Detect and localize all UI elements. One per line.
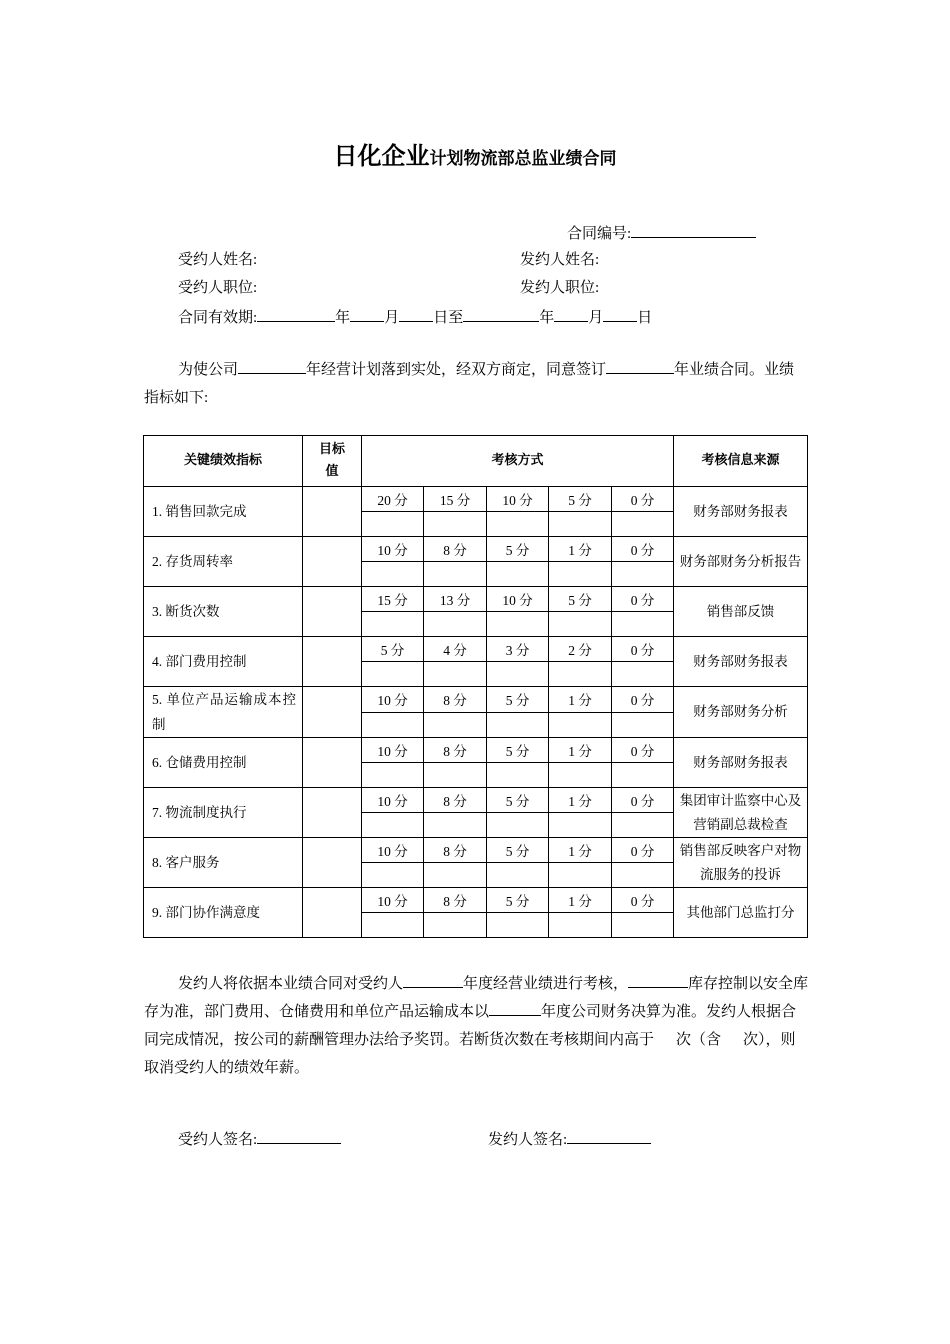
kpi-source-cell: 销售部反馈 <box>674 587 808 637</box>
kpi-name-cell: 4. 部门费用控制 <box>144 637 303 687</box>
score-level-cell: 1 分 <box>549 838 612 863</box>
score-level-cell: 20 分 <box>362 487 424 512</box>
kpi-row <box>144 487 808 512</box>
score-result-cell[interactable] <box>549 612 612 637</box>
kpi-target-cell[interactable] <box>303 537 362 587</box>
kpi-name-cell: 9. 部门协作满意度 <box>144 888 303 938</box>
score-level-cell: 1 分 <box>549 687 612 713</box>
score-level-cell: 3 分 <box>487 637 549 662</box>
plan-year-field[interactable] <box>238 358 306 374</box>
score-level-cell: 10 分 <box>362 838 424 863</box>
validity-line <box>178 306 652 328</box>
kpi-source-cell: 销售部反映客户对物流服务的投诉 <box>674 838 808 888</box>
score-result-cell[interactable] <box>549 913 612 938</box>
kpi-row <box>144 587 808 612</box>
score-level-cell: 0 分 <box>612 637 674 662</box>
kpi-target-cell[interactable] <box>303 587 362 637</box>
score-result-cell[interactable] <box>487 813 549 838</box>
contract-year-field[interactable] <box>606 358 674 374</box>
receiver-name-label: 受约人姓名: <box>178 252 258 268</box>
score-level-cell: 1 分 <box>549 788 612 813</box>
score-level-cell: 10 分 <box>487 487 549 512</box>
issuer-signature-field[interactable] <box>567 1128 651 1144</box>
score-level-cell: 0 分 <box>612 738 674 763</box>
header-target: 目标值 <box>303 436 362 487</box>
contract-number-line <box>567 222 756 244</box>
contract-number-label: 合同编号: <box>567 226 632 242</box>
kpi-target-cell[interactable] <box>303 687 362 738</box>
score-level-cell: 15 分 <box>424 487 487 512</box>
score-level-cell: 1 分 <box>549 537 612 562</box>
score-level-cell: 5 分 <box>487 537 549 562</box>
kpi-source-cell: 财务部财务报表 <box>674 487 808 537</box>
score-result-cell[interactable] <box>612 662 674 687</box>
kpi-name-cell: 8. 客户服务 <box>144 838 303 888</box>
closing-s6: 次），则取消受约人的绩效年薪。 <box>144 1032 796 1076</box>
kpi-row <box>144 738 808 763</box>
start-year-field[interactable] <box>257 306 335 322</box>
issuer-signature-line <box>488 1128 651 1150</box>
score-level-cell: 5 分 <box>487 888 549 913</box>
score-level-cell: 0 分 <box>612 687 674 713</box>
kpi-name-cell: 3. 断货次数 <box>144 587 303 637</box>
score-level-cell: 1 分 <box>549 888 612 913</box>
score-result-cell[interactable] <box>362 863 424 888</box>
score-result-cell[interactable] <box>549 712 612 738</box>
title-main: 日化企业 <box>333 142 430 170</box>
kpi-target-cell[interactable] <box>303 637 362 687</box>
score-result-cell[interactable] <box>362 813 424 838</box>
receiver-signature-line <box>178 1128 341 1150</box>
score-level-cell: 5 分 <box>549 587 612 612</box>
score-result-cell[interactable] <box>612 562 674 587</box>
score-result-cell[interactable] <box>362 562 424 587</box>
year-text: 年 <box>539 310 555 326</box>
closing-s2: 年度经营业绩进行考核， <box>463 976 629 992</box>
day-to-text: 日至 <box>433 310 464 326</box>
header-kpi: 关键绩效指标 <box>144 436 303 487</box>
kpi-row <box>144 838 808 863</box>
score-level-cell: 10 分 <box>487 587 549 612</box>
start-day-field[interactable] <box>399 306 433 322</box>
score-result-cell[interactable] <box>612 863 674 888</box>
score-result-cell[interactable] <box>424 863 487 888</box>
score-level-cell: 5 分 <box>549 487 612 512</box>
kpi-target-cell[interactable] <box>303 788 362 838</box>
score-result-cell[interactable] <box>424 512 487 537</box>
score-result-cell[interactable] <box>487 562 549 587</box>
kpi-target-cell[interactable] <box>303 888 362 938</box>
score-level-cell: 5 分 <box>487 838 549 863</box>
kpi-name-cell: 1. 销售回款完成 <box>144 487 303 537</box>
score-result-cell[interactable] <box>424 562 487 587</box>
intro-part3: 年业绩合同。业绩指标如下: <box>144 362 795 406</box>
score-result-cell[interactable] <box>424 612 487 637</box>
score-level-cell: 10 分 <box>362 788 424 813</box>
score-level-cell: 10 分 <box>362 738 424 763</box>
kpi-source-cell: 财务部财务分析 <box>674 687 808 738</box>
score-level-cell: 10 分 <box>362 888 424 913</box>
kpi-row <box>144 788 808 813</box>
score-level-cell: 2 分 <box>549 637 612 662</box>
kpi-source-cell: 财务部财务报表 <box>674 637 808 687</box>
end-day-field[interactable] <box>603 306 637 322</box>
receiver-signature-label: 受约人签名: <box>178 1132 258 1148</box>
score-level-cell: 8 分 <box>424 888 487 913</box>
score-level-cell: 5 分 <box>362 637 424 662</box>
score-result-cell[interactable] <box>549 662 612 687</box>
end-month-field[interactable] <box>554 306 588 322</box>
closing-s1: 发约人将依据本业绩合同对受约人 <box>178 976 404 992</box>
score-result-cell[interactable] <box>549 562 612 587</box>
score-result-cell[interactable] <box>362 662 424 687</box>
month-text: 月 <box>588 310 604 326</box>
score-result-cell[interactable] <box>487 712 549 738</box>
score-level-cell: 5 分 <box>487 687 549 713</box>
score-result-cell[interactable] <box>362 512 424 537</box>
score-result-cell[interactable] <box>549 813 612 838</box>
year-text: 年 <box>335 310 351 326</box>
closing-s4: 年度公司财务决算为准。发约人根据合同完成情况，按公司的薪酬管理办法给予奖罚。若断货次数在考核期间内高于 <box>144 1004 797 1048</box>
score-result-cell[interactable] <box>487 512 549 537</box>
kpi-row <box>144 687 808 713</box>
document-title <box>0 136 950 171</box>
score-result-cell[interactable] <box>549 763 612 788</box>
score-result-cell[interactable] <box>424 913 487 938</box>
header-source: 考核信息来源 <box>674 436 808 487</box>
score-result-cell[interactable] <box>487 662 549 687</box>
score-level-cell: 0 分 <box>612 537 674 562</box>
score-result-cell[interactable] <box>424 763 487 788</box>
score-result-cell[interactable] <box>424 712 487 738</box>
score-result-cell[interactable] <box>612 712 674 738</box>
score-result-cell[interactable] <box>487 612 549 637</box>
score-result-cell[interactable] <box>612 913 674 938</box>
score-result-cell[interactable] <box>362 712 424 738</box>
kpi-row <box>144 637 808 662</box>
score-result-cell[interactable] <box>487 913 549 938</box>
intro-paragraph <box>144 356 809 412</box>
kpi-name-cell: 5. 单位产品运输成本控制 <box>144 687 303 738</box>
closing-s3: 库存控制以安全库存为准，部门费用、仓储费用和单位产品运输成本以 <box>144 976 809 1020</box>
intro-part2: 年经营计划落到实处，经双方商定，同意签订 <box>306 362 607 378</box>
score-result-cell[interactable] <box>362 763 424 788</box>
score-result-cell[interactable] <box>424 662 487 687</box>
receiver-position-label: 受约人职位: <box>178 280 258 296</box>
score-level-cell: 5 分 <box>487 738 549 763</box>
closing-s5: 次（含 <box>676 1032 722 1048</box>
kpi-name-cell: 6. 仓储费用控制 <box>144 738 303 788</box>
end-year-field[interactable] <box>463 306 539 322</box>
score-level-cell: 8 分 <box>424 738 487 763</box>
kpi-target-cell[interactable] <box>303 487 362 537</box>
kpi-source-cell: 其他部门总监打分 <box>674 888 808 938</box>
day-text: 日 <box>637 310 653 326</box>
score-result-cell[interactable] <box>612 763 674 788</box>
score-result-cell[interactable] <box>487 863 549 888</box>
score-result-cell[interactable] <box>612 612 674 637</box>
intro-part1: 为使公司 <box>178 362 239 378</box>
score-level-cell: 0 分 <box>612 888 674 913</box>
score-level-cell: 15 分 <box>362 587 424 612</box>
score-result-cell[interactable] <box>612 512 674 537</box>
kpi-row <box>144 537 808 562</box>
kpi-source-cell: 集团审计监察中心及营销副总裁检查 <box>674 788 808 838</box>
validity-label: 合同有效期: <box>178 310 258 326</box>
kpi-target-cell[interactable] <box>303 838 362 888</box>
score-result-cell[interactable] <box>424 813 487 838</box>
score-level-cell: 4 分 <box>424 637 487 662</box>
header-method: 考核方式 <box>362 436 674 487</box>
assessment-year-field[interactable] <box>403 972 463 988</box>
kpi-name-cell: 2. 存货周转率 <box>144 537 303 587</box>
score-result-cell[interactable] <box>362 913 424 938</box>
contract-number-field[interactable] <box>631 222 756 238</box>
score-level-cell: 0 分 <box>612 788 674 813</box>
kpi-target-cell[interactable] <box>303 738 362 788</box>
title-sub: 计划物流部总监业绩合同 <box>429 149 617 169</box>
score-level-cell: 0 分 <box>612 487 674 512</box>
financial-year-field[interactable] <box>489 1000 541 1016</box>
inventory-year-field[interactable] <box>628 972 688 988</box>
score-level-cell: 13 分 <box>424 587 487 612</box>
kpi-name-cell: 7. 物流制度执行 <box>144 788 303 838</box>
score-result-cell[interactable] <box>612 813 674 838</box>
score-level-cell: 0 分 <box>612 587 674 612</box>
score-level-cell: 8 分 <box>424 838 487 863</box>
score-result-cell[interactable] <box>549 512 612 537</box>
score-level-cell: 5 分 <box>487 788 549 813</box>
receiver-signature-field[interactable] <box>257 1128 341 1144</box>
score-level-cell: 8 分 <box>424 537 487 562</box>
month-text: 月 <box>384 310 400 326</box>
score-level-cell: 8 分 <box>424 788 487 813</box>
score-result-cell[interactable] <box>362 612 424 637</box>
issuer-signature-label: 发约人签名: <box>488 1132 568 1148</box>
kpi-source-cell: 财务部财务分析报告 <box>674 537 808 587</box>
score-level-cell: 1 分 <box>549 738 612 763</box>
issuer-name-label: 发约人姓名: <box>520 252 600 268</box>
kpi-table <box>143 435 808 938</box>
kpi-body <box>144 487 808 938</box>
score-result-cell[interactable] <box>487 763 549 788</box>
kpi-row <box>144 888 808 913</box>
kpi-source-cell: 财务部财务报表 <box>674 738 808 788</box>
score-level-cell: 10 分 <box>362 537 424 562</box>
closing-paragraph <box>144 970 809 1082</box>
start-month-field[interactable] <box>350 306 384 322</box>
score-result-cell[interactable] <box>549 863 612 888</box>
issuer-position-label: 发约人职位: <box>520 280 600 296</box>
score-level-cell: 8 分 <box>424 687 487 713</box>
score-level-cell: 10 分 <box>362 687 424 713</box>
score-level-cell: 0 分 <box>612 838 674 863</box>
